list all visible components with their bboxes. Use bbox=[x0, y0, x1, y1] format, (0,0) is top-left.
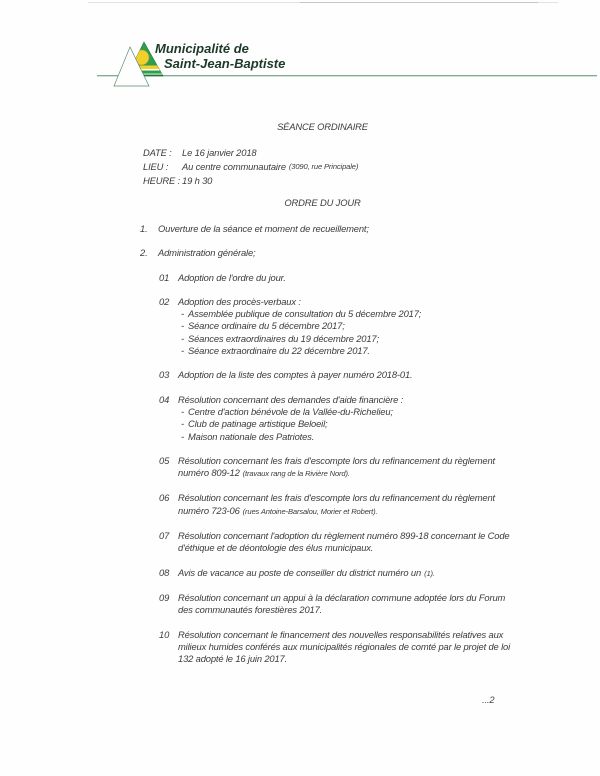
agenda-item-text: 132 adopté le 16 juin 2017. bbox=[178, 653, 288, 665]
agenda-item-body bbox=[158, 223, 369, 235]
agenda-title: ORDRE DU JOUR bbox=[284, 197, 361, 208]
meta-row-lieu bbox=[143, 160, 358, 174]
agenda-item-text: Résolution concernant les frais d'escompte lors du refinancement du règlement bbox=[178, 492, 495, 504]
agenda-item-line bbox=[178, 394, 403, 406]
agenda-item-body bbox=[178, 492, 495, 518]
agenda-item-03 bbox=[159, 369, 600, 381]
agenda-item-number: 05 bbox=[159, 454, 170, 466]
agenda-item-line bbox=[178, 530, 509, 542]
agenda-item-number: 06 bbox=[159, 492, 170, 504]
agenda-item-number: 04 bbox=[159, 393, 170, 405]
scan-artifact-line bbox=[300, 2, 538, 3]
session-meta bbox=[143, 146, 358, 188]
agenda-item-text-detail: (1). bbox=[424, 568, 435, 578]
agenda-item-line bbox=[178, 604, 505, 616]
agenda-item-text: Ouverture de la séance et moment de recueillement; bbox=[158, 223, 369, 234]
agenda-item-text: d'éthique et de déontologie des élus municipaux. bbox=[178, 542, 374, 554]
agenda-item-line bbox=[178, 296, 421, 308]
bullet-dash: - bbox=[181, 405, 184, 417]
agenda-item-body bbox=[178, 369, 412, 381]
meta-value-detail: (3090, rue Principale) bbox=[288, 162, 359, 171]
municipality-name-line2: Saint-Jean-Baptiste bbox=[164, 55, 286, 71]
meta-row-date bbox=[143, 146, 358, 160]
session-title: SÉANCE ORDINAIRE bbox=[277, 121, 368, 132]
agenda-item-01 bbox=[159, 272, 600, 284]
agenda-item-number: 09 bbox=[159, 591, 170, 603]
agenda-item-02 bbox=[159, 296, 600, 357]
agenda-item-number: 07 bbox=[159, 530, 170, 542]
agenda-item-09 bbox=[159, 592, 600, 617]
agenda-item-number: 02 bbox=[159, 295, 170, 307]
bullet-dash: - bbox=[181, 320, 184, 332]
agenda-sub-bullet bbox=[181, 406, 403, 418]
agenda-item-body bbox=[178, 272, 286, 284]
agenda-sub-bullet bbox=[181, 308, 421, 320]
agenda-item-text: Adoption de l'ordre du jour. bbox=[178, 271, 286, 283]
agenda-item-number: 01 bbox=[159, 271, 170, 283]
bullet-text: Assemblée publique de consultation du 5 décembre 2017; bbox=[188, 308, 422, 320]
meta-label: HEURE : bbox=[143, 175, 180, 186]
municipality-name bbox=[155, 42, 285, 71]
agenda-item-body bbox=[178, 567, 435, 580]
agenda-item-07 bbox=[159, 530, 600, 555]
bullet-text: Séances extraordinaires du 19 décembre 2017; bbox=[188, 332, 379, 344]
agenda-item-2 bbox=[140, 247, 600, 259]
agenda-list bbox=[0, 223, 600, 677]
meta-label: LIEU : bbox=[143, 161, 169, 172]
meta-row-heure bbox=[143, 174, 358, 188]
agenda-item-text: milieux humides conférés aux municipalités régionales de comté par le projet de loi bbox=[178, 640, 510, 652]
agenda-item-text-detail: (rues Antoine-Barsalou, Morier et Robert). bbox=[242, 506, 378, 516]
agenda-item-05 bbox=[159, 455, 600, 481]
bullet-text: Maison nationale des Patriotes. bbox=[188, 430, 315, 442]
bullet-text: Centre d'action bénévole de la Vallée-du-Richelieu; bbox=[188, 405, 393, 417]
agenda-sub-bullet bbox=[181, 333, 421, 345]
agenda-sub-bullet bbox=[181, 431, 403, 443]
bullet-dash: - bbox=[181, 345, 184, 357]
agenda-item-text: Administration générale; bbox=[158, 247, 256, 259]
agenda-item-number: 10 bbox=[159, 628, 170, 640]
municipality-name-line1: Municipalité de bbox=[155, 41, 249, 56]
meta-label: DATE : bbox=[143, 147, 172, 158]
agenda-item-text-detail: (travaux rang de la Rivière Nord). bbox=[242, 469, 350, 479]
agenda-item-text: Résolution concernant les frais d'escompte lors du refinancement du règlement bbox=[178, 454, 495, 466]
agenda-item-text: Adoption de la liste des comptes à payer numéro 2018-01. bbox=[178, 369, 413, 381]
agenda-item-body bbox=[158, 247, 256, 259]
bullet-text: Club de patinage artistique Beloeil; bbox=[188, 418, 328, 430]
agenda-item-line bbox=[178, 505, 495, 518]
agenda-item-text: Résolution concernant des demandes d'aide financière : bbox=[178, 393, 404, 405]
agenda-item-10 bbox=[159, 629, 600, 666]
agenda-item-text: numéro 809-12 bbox=[178, 467, 240, 479]
agenda-item-line bbox=[178, 272, 286, 284]
agenda-item-number: 2. bbox=[140, 247, 148, 259]
bullet-dash: - bbox=[181, 418, 184, 430]
agenda-item-text: Adoption des procès-verbaux : bbox=[178, 295, 301, 307]
agenda-item-line bbox=[178, 592, 505, 604]
agenda-item-body bbox=[178, 296, 421, 357]
page-number-indicator: ...2 bbox=[482, 694, 495, 705]
agenda-item-line bbox=[178, 567, 435, 580]
agenda-item-line bbox=[178, 467, 495, 480]
agenda-item-line bbox=[158, 223, 369, 235]
bullet-dash: - bbox=[181, 430, 184, 442]
agenda-item-body bbox=[178, 455, 495, 481]
agenda-item-body bbox=[178, 629, 510, 666]
agenda-item-text: numéro 723-06 bbox=[178, 504, 240, 516]
meta-value: 19 h 30 bbox=[182, 175, 213, 186]
agenda-item-text: Résolution concernant le financement des nouvelles responsabilités relatives aux bbox=[178, 628, 504, 640]
meta-value: Le 16 janvier 2018 bbox=[182, 147, 257, 158]
agenda-item-line bbox=[178, 492, 495, 504]
bullet-dash: - bbox=[181, 332, 184, 344]
agenda-item-body bbox=[178, 530, 509, 555]
agenda-item-line bbox=[178, 641, 510, 653]
agenda-item-body bbox=[178, 592, 505, 617]
agenda-item-04 bbox=[159, 394, 600, 443]
agenda-item-text: Résolution concernant un appui à la déclaration commune adoptée lors du Forum bbox=[178, 591, 506, 603]
bullet-text: Séance extraordinaire du 22 décembre 2017. bbox=[188, 345, 370, 357]
agenda-item-line bbox=[178, 653, 510, 665]
meta-value: Au centre communautaire bbox=[182, 161, 286, 172]
agenda-item-06 bbox=[159, 492, 600, 518]
agenda-sub-bullet bbox=[181, 345, 421, 357]
agenda-item-line bbox=[178, 369, 412, 381]
agenda-sub-bullet bbox=[181, 418, 403, 430]
agenda-item-line bbox=[158, 247, 256, 259]
agenda-sub-bullet bbox=[181, 320, 421, 332]
bullet-dash: - bbox=[181, 308, 184, 320]
agenda-item-08 bbox=[159, 567, 600, 580]
agenda-item-number: 03 bbox=[159, 369, 170, 381]
header-divider bbox=[97, 76, 597, 77]
agenda-item-line bbox=[178, 455, 495, 467]
agenda-item-line bbox=[178, 542, 509, 554]
agenda-item-text: des communautés forestières 2017. bbox=[178, 604, 323, 616]
agenda-item-number: 08 bbox=[159, 566, 170, 578]
agenda-item-body bbox=[178, 394, 403, 443]
agenda-item-line bbox=[178, 629, 510, 641]
bullet-text: Séance ordinaire du 5 décembre 2017; bbox=[188, 320, 345, 332]
agenda-item-number: 1. bbox=[140, 223, 148, 234]
agenda-item-1 bbox=[140, 223, 600, 235]
agenda-item-text: Résolution concernant l'adoption du règlement numéro 899-18 concernant le Code bbox=[178, 530, 510, 542]
agenda-item-text: Avis de vacance au poste de conseiller du district numéro un bbox=[178, 566, 422, 578]
